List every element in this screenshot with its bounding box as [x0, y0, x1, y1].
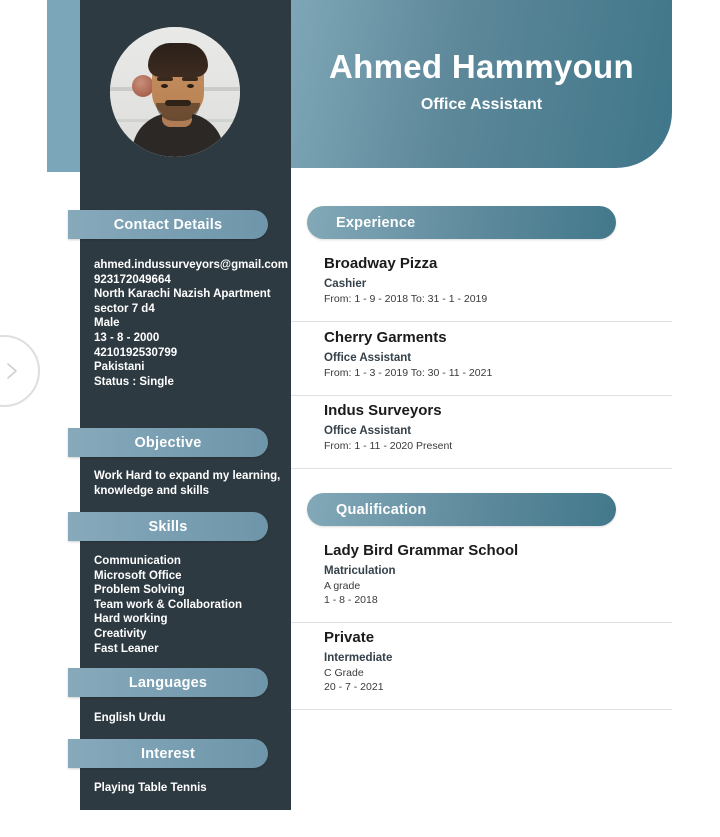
- experience-entry: [324, 402, 674, 454]
- contact-nationality: Pakistani: [94, 361, 145, 374]
- section-header-experience: [307, 206, 616, 239]
- sidebar-section-header-contact-details: [68, 210, 268, 239]
- list-item: Fast Leaner: [94, 642, 159, 655]
- entry-level: Matriculation: [324, 565, 396, 577]
- list-item: Creativity: [94, 627, 147, 640]
- contact-email: ahmed.indussurveyors@gmail.com: [94, 259, 288, 271]
- entry-organization: Indus Surveyors: [324, 402, 442, 419]
- avatar-hair: [148, 43, 208, 77]
- list-item: Hard working: [94, 613, 168, 626]
- avatar-eye-right: [187, 84, 194, 88]
- contact-address: North Karachi Nazish Apartment sector 7 d4: [94, 288, 271, 315]
- sidebar-section-title: Interest: [141, 745, 195, 762]
- entry-organization: Cherry Garments: [324, 329, 447, 346]
- interest-text: Playing Table Tennis: [94, 782, 207, 794]
- divider: [291, 709, 672, 710]
- sidebar-section-header-skills: [68, 512, 268, 541]
- sidebar-section-title: Contact Details: [113, 216, 223, 233]
- entry-institution: Lady Bird Grammar School: [324, 542, 519, 559]
- avatar-medal-decor: [132, 75, 154, 97]
- header-banner: [291, 0, 672, 168]
- accent-bar: [47, 0, 81, 172]
- sidebar-content-contact-details: [94, 258, 288, 389]
- entry-level: Intermediate: [324, 652, 393, 664]
- avatar-eyebrow-left: [157, 77, 173, 81]
- contact-cnic: 4210192530799: [94, 346, 178, 359]
- entry-dates: From: 1 - 3 - 2019 To: 30 - 11 - 2021: [324, 367, 493, 379]
- page-title: Ahmed Hammyoun: [329, 48, 634, 85]
- job-role-subtitle: Office Assistant: [420, 96, 543, 113]
- languages-text: English Urdu: [94, 712, 166, 724]
- entry-dates: From: 1 - 11 - 2020 Present: [324, 440, 453, 452]
- list-item: Problem Solving: [94, 584, 185, 597]
- sidebar-section-header-objective: [68, 428, 268, 457]
- sidebar-section-header-languages: [68, 668, 268, 697]
- qualification-entry: [324, 629, 674, 695]
- contact-phone: 923172049664: [94, 273, 171, 286]
- sidebar-section-title: Objective: [134, 434, 202, 451]
- avatar-eyebrow-right: [182, 77, 198, 81]
- experience-entry: [324, 255, 674, 307]
- objective-text: Work Hard to expand my learning, knowledge and skills: [94, 470, 281, 497]
- divider: [291, 622, 672, 623]
- sidebar-content-languages: [94, 711, 282, 726]
- divider: [291, 395, 672, 396]
- sidebar-section-title: Languages: [128, 674, 208, 691]
- sidebar-content-objective: [94, 469, 282, 498]
- sidebar-content-skills: [94, 554, 282, 656]
- list-item: Microsoft Office: [94, 569, 182, 582]
- sidebar-section-title: Skills: [148, 518, 188, 535]
- section-title: Qualification: [336, 501, 427, 518]
- sidebar-content-interest: [94, 781, 282, 796]
- avatar-moustache: [165, 100, 191, 106]
- chevron-right-icon: [2, 361, 22, 381]
- sidebar-section-header-interest: [68, 739, 268, 768]
- contact-marital-status: Status : Single: [94, 375, 174, 388]
- section-title: Experience: [336, 214, 416, 231]
- avatar-eye-left: [161, 84, 168, 88]
- entry-grade: A grade: [324, 580, 361, 592]
- divider: [291, 468, 672, 469]
- avatar: [110, 27, 240, 157]
- entry-position: Office Assistant: [324, 352, 412, 364]
- carousel-next-button[interactable]: [0, 335, 40, 407]
- list-item: Team work & Collaboration: [94, 598, 243, 611]
- contact-gender: Male: [94, 317, 120, 330]
- entry-institution: Private: [324, 629, 375, 646]
- entry-dates: From: 1 - 9 - 2018 To: 31 - 1 - 2019: [324, 293, 488, 305]
- entry-organization: Broadway Pizza: [324, 255, 438, 272]
- entry-position: Cashier: [324, 278, 367, 290]
- list-item: Communication: [94, 555, 181, 567]
- contact-dob: 13 - 8 - 2000: [94, 331, 160, 344]
- experience-entry: [324, 329, 674, 381]
- divider: [291, 321, 672, 322]
- qualification-entry: [324, 542, 674, 608]
- entry-date: 1 - 8 - 2018: [324, 594, 378, 606]
- entry-position: Office Assistant: [324, 425, 412, 437]
- entry-date: 20 - 7 - 2021: [324, 681, 384, 693]
- section-header-qualification: [307, 493, 616, 526]
- entry-grade: C Grade: [324, 667, 364, 679]
